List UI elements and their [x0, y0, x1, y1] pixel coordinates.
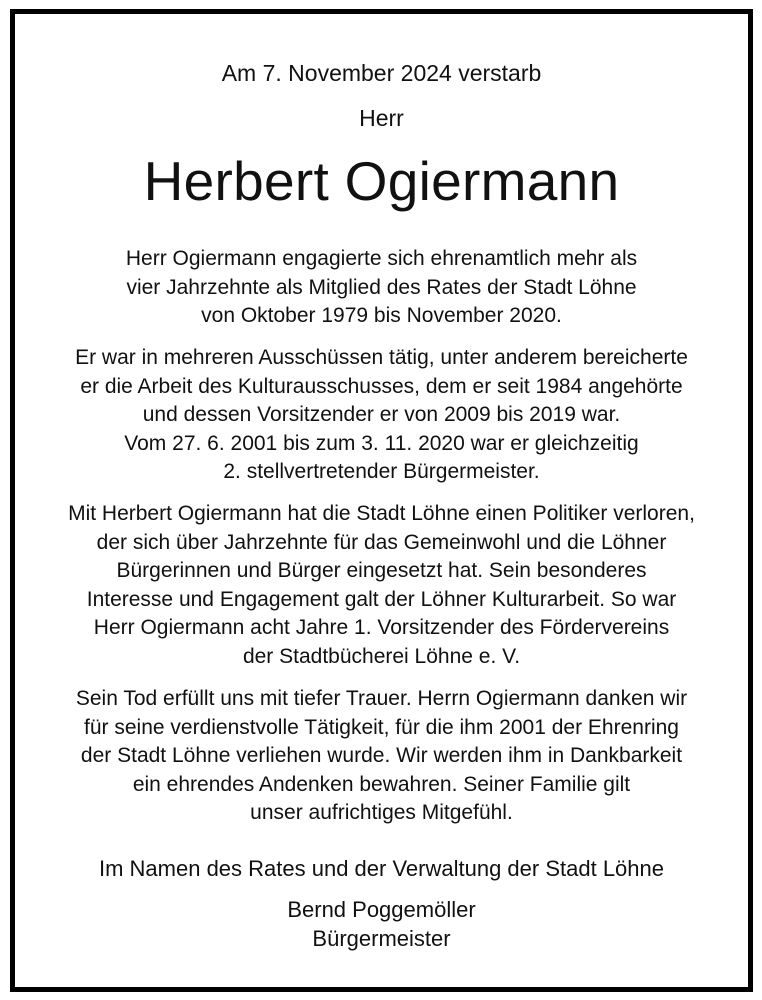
paragraph-line: er die Arbeit des Kulturausschusses, dem er seit 1984 angehörte — [80, 374, 683, 398]
paragraph-condolences — [15, 685, 748, 828]
paragraph-line: für seine verdienstvolle Tätigkeit, für die ihm 2001 der Ehrenring — [84, 715, 679, 739]
paragraph-line: Er war in mehreren Ausschüssen tätig, unter anderem bereicherte — [75, 346, 688, 369]
signoff-line: Im Namen des Rates und der Verwaltung der Stadt Löhne — [98, 856, 664, 881]
paragraph-line: von Oktober 1979 bis November 2020. — [201, 304, 562, 328]
paragraph-line: 2. stellvertretender Bürgermeister. — [223, 460, 540, 484]
obituary-notice-frame — [10, 9, 753, 992]
paragraph-line: Sein Tod erfüllt uns mit tiefer Trauer. Herrn Ogiermann danken wir — [75, 687, 688, 710]
paragraph-line: vier Jahrzehnte als Mitglied des Rates der Stadt Löhne — [126, 275, 637, 299]
paragraph-line: unser aufrichtiges Mitgefühl. — [250, 801, 513, 825]
paragraph-line: der Stadt Löhne verliehen wurde. Wir werden ihm in Dankbarkeit — [80, 744, 683, 768]
salutation: Herr — [359, 105, 404, 131]
signer-name: Bernd Poggemöller — [287, 897, 476, 922]
deceased-name: Herbert Ogiermann — [143, 150, 620, 212]
paragraph-line: Mit Herbert Ogiermann hat die Stadt Löhne einen Politiker verloren, — [68, 502, 695, 525]
paragraph-line: der Stadtbücherei Löhne e. V. — [242, 644, 521, 668]
paragraph-line: Herr Ogiermann acht Jahre 1. Vorsitzender des Fördervereins — [93, 616, 670, 640]
paragraph-committees — [15, 344, 748, 487]
paragraph-line: Bürgerinnen und Bürger eingesetzt hat. Sein besonderes — [116, 559, 647, 583]
paragraph-line: Interesse und Engagement galt der Löhner Kulturarbeit. So war — [86, 587, 677, 611]
paragraph-line: der sich über Jahrzehnte für das Gemeinwohl und die Löhner — [96, 530, 667, 554]
paragraph-council-membership — [15, 245, 748, 331]
paragraph-tribute — [15, 500, 748, 672]
signer-title: Bürgermeister — [312, 926, 451, 951]
paragraph-line: Herr Ogiermann engagierte sich ehrenamtlich mehr als — [125, 247, 638, 270]
death-announcement-line: Am 7. November 2024 verstarb — [221, 60, 542, 86]
paragraph-line: und dessen Vorsitzender er von 2009 bis 2019 war. — [142, 403, 621, 427]
signer-block — [15, 895, 748, 953]
paragraph-line: Vom 27. 6. 2001 bis zum 3. 11. 2020 war er gleichzeitig — [124, 431, 639, 455]
paragraph-line: ein ehrendes Andenken bewahren. Seiner Familie gilt — [132, 772, 631, 796]
